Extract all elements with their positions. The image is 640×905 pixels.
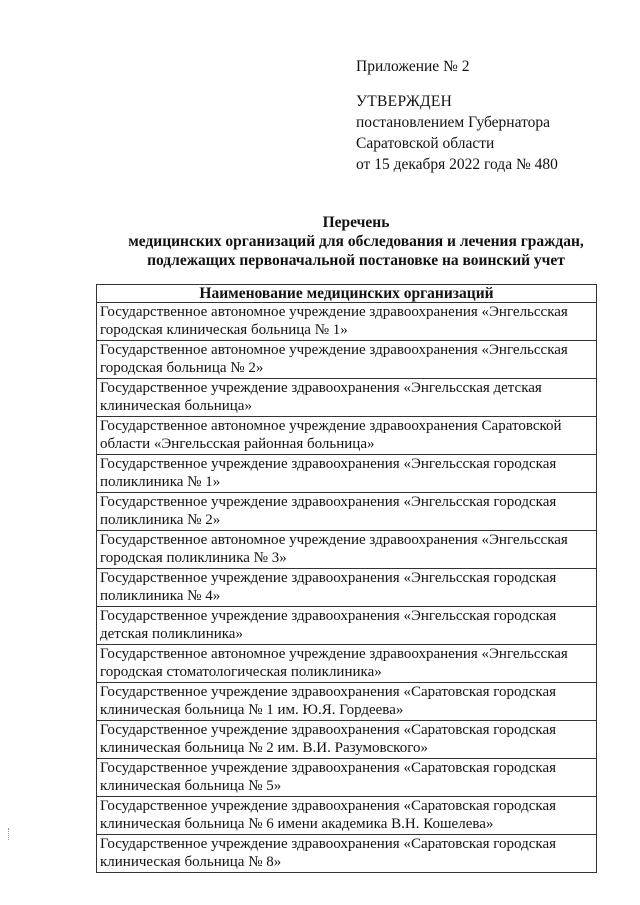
table-row	[97, 721, 597, 759]
organization-name-cell	[97, 721, 597, 759]
approval-block	[356, 56, 558, 175]
organization-name-cell	[97, 379, 597, 417]
table-row	[97, 569, 597, 607]
organization-name-cell	[97, 569, 597, 607]
organization-name-cell	[97, 797, 597, 835]
organization-name-line-1: Государственное автономное учреждение здравоохранения Саратовской	[100, 418, 562, 434]
organization-name-line-2: городская клиническая больница № 1»	[100, 321, 348, 338]
organization-name-cell	[97, 417, 597, 455]
approval-line-2: Саратовской области	[356, 135, 495, 152]
organization-name-cell	[97, 455, 597, 493]
organization-name-cell	[97, 645, 597, 683]
table-row	[97, 341, 597, 379]
organization-name-line-1: Государственное автономное учреждение здравоохранения «Энгельсская	[100, 532, 568, 548]
table-row	[97, 493, 597, 531]
table-row	[97, 683, 597, 721]
organization-name-cell	[97, 835, 597, 873]
margin-mark	[8, 828, 11, 840]
title-line-2: медицинских организаций для обследования и лечения граждан,	[128, 233, 584, 250]
table-row	[97, 797, 597, 835]
organization-name-line-1: Государственное учреждение здравоохранения «Энгельсская детская	[100, 380, 542, 396]
table-row	[97, 645, 597, 683]
organization-name-line-1: Государственное учреждение здравоохранения «Саратовская городская	[100, 722, 557, 738]
table-body	[97, 303, 597, 873]
organization-name-cell	[97, 531, 597, 569]
organization-name-line-2: поликлиника № 4»	[100, 587, 221, 604]
organizations-table	[96, 284, 597, 873]
approval-line-3: от 15 декабря 2022 года № 480	[356, 156, 558, 173]
organization-name-line-2: поликлиника № 2»	[100, 511, 221, 528]
organization-name-line-1: Государственное учреждение здравоохранения «Саратовская городская	[100, 798, 557, 814]
organization-name-line-2: детская поликлиника»	[100, 625, 243, 642]
approval-line-1: постановлением Губернатора	[356, 114, 551, 131]
organization-name-line-2: области «Энгельсская районная больница»	[100, 435, 375, 452]
organization-name-line-2: клиническая больница № 8»	[100, 853, 282, 870]
organization-name-line-1: Государственное учреждение здравоохранения «Саратовская городская	[100, 836, 557, 852]
table-row	[97, 531, 597, 569]
table-row	[97, 607, 597, 645]
organization-name-line-2: клиническая больница № 6 имени академика В.Н. Кошелева»	[100, 815, 494, 832]
organization-name-line-1: Государственное учреждение здравоохранения «Саратовская городская	[100, 760, 557, 776]
table-header-row	[97, 285, 597, 303]
organization-name-cell	[97, 683, 597, 721]
organization-name-line-1: Государственное учреждение здравоохранения «Энгельсская городская	[100, 494, 557, 510]
organization-name-line-1: Государственное учреждение здравоохранения «Энгельсская городская	[100, 608, 557, 624]
organization-name-line-1: Государственное учреждение здравоохранения «Энгельсская городская	[100, 570, 557, 586]
table-row	[97, 417, 597, 455]
title-line-3: подлежащих первоначальной постановке на воинский учет	[147, 252, 565, 269]
table-row	[97, 379, 597, 417]
title-line-1: Перечень	[322, 214, 390, 231]
organization-name-line-2: городская больница № 2»	[100, 359, 264, 376]
organization-name-line-2: клиническая больница № 5»	[100, 777, 282, 794]
table-row	[97, 759, 597, 797]
column-header-name: Наименование медицинских организаций	[97, 285, 597, 303]
organization-name-line-2: городская стоматологическая поликлиника»	[100, 663, 382, 680]
organization-name-cell	[97, 607, 597, 645]
table-row	[97, 455, 597, 493]
organization-name-cell	[97, 759, 597, 797]
organization-name-line-2: клиническая больница № 1 им. Ю.Я. Гордеева»	[100, 701, 404, 718]
document-title	[96, 213, 616, 270]
organization-name-line-2: клиническая больница № 2 им. В.И. Разумовского»	[100, 739, 428, 756]
organization-name-line-1: Государственное автономное учреждение здравоохранения «Энгельсская	[100, 646, 568, 662]
organization-name-line-2: клиническая больница»	[100, 397, 252, 414]
table-row	[97, 835, 597, 873]
organization-name-line-1: Государственное учреждение здравоохранения «Энгельсская городская	[100, 456, 557, 472]
approved-heading: УТВЕРЖДЕН	[356, 93, 453, 110]
appendix-label: Приложение № 2	[356, 58, 470, 75]
organization-name-line-1: Государственное автономное учреждение здравоохранения «Энгельсская	[100, 304, 568, 320]
organization-name-line-1: Государственное автономное учреждение здравоохранения «Энгельсская	[100, 342, 568, 358]
organization-name-line-2: городская поликлиника № 3»	[100, 549, 287, 566]
organization-name-line-1: Государственное учреждение здравоохранения «Саратовская городская	[100, 684, 557, 700]
table-row	[97, 303, 597, 341]
organization-name-line-2: поликлиника № 1»	[100, 473, 221, 490]
organization-name-cell	[97, 341, 597, 379]
organization-name-cell	[97, 303, 597, 341]
organization-name-cell	[97, 493, 597, 531]
